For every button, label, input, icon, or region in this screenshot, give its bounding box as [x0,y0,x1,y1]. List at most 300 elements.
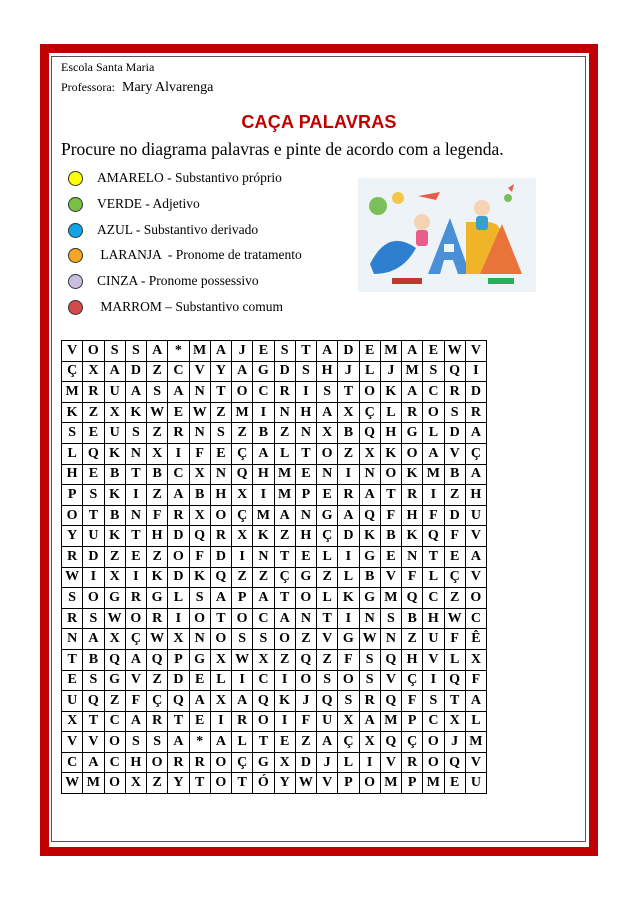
grid-cell[interactable]: Z [104,691,125,712]
grid-cell[interactable]: W [147,629,168,650]
grid-cell[interactable]: N [253,546,274,567]
grid-cell[interactable]: R [147,608,168,629]
grid-cell[interactable]: S [317,670,338,691]
grid-cell[interactable]: A [317,402,338,423]
grid-cell[interactable]: K [104,485,125,506]
grid-cell[interactable]: X [189,464,210,485]
grid-cell[interactable]: I [83,567,104,588]
grid-cell[interactable]: I [125,567,146,588]
grid-cell[interactable]: S [380,608,401,629]
grid-cell[interactable]: P [232,588,253,609]
grid-cell[interactable]: A [465,546,486,567]
grid-cell[interactable]: X [168,629,189,650]
grid-cell[interactable]: H [402,505,423,526]
grid-cell[interactable]: H [380,423,401,444]
grid-cell[interactable]: Ç [465,443,486,464]
grid-cell[interactable]: X [274,752,295,773]
grid-cell[interactable]: Q [359,505,380,526]
grid-cell[interactable]: N [62,629,83,650]
grid-cell[interactable]: T [317,608,338,629]
grid-cell[interactable]: R [402,402,423,423]
grid-cell[interactable]: O [125,608,146,629]
grid-cell[interactable]: W [62,567,83,588]
grid-cell[interactable]: L [423,423,444,444]
grid-cell[interactable]: K [104,443,125,464]
grid-cell[interactable]: V [380,567,401,588]
grid-cell[interactable]: Z [402,629,423,650]
grid-cell[interactable]: X [359,732,380,753]
grid-cell[interactable]: T [253,732,274,753]
grid-cell[interactable]: H [210,485,231,506]
grid-cell[interactable]: K [253,526,274,547]
grid-cell[interactable]: K [338,588,359,609]
grid-cell[interactable]: K [125,402,146,423]
grid-cell[interactable]: S [295,361,316,382]
grid-cell[interactable]: S [83,485,104,506]
grid-cell[interactable]: M [380,773,401,794]
grid-cell[interactable]: U [104,423,125,444]
grid-cell[interactable]: V [465,526,486,547]
grid-cell[interactable]: W [295,773,316,794]
grid-cell[interactable]: J [232,341,253,362]
grid-cell[interactable]: Q [423,526,444,547]
grid-cell[interactable]: X [62,711,83,732]
grid-cell[interactable]: G [402,423,423,444]
grid-cell[interactable]: R [189,752,210,773]
grid-cell[interactable]: Ç [359,402,380,423]
grid-cell[interactable]: Z [444,588,465,609]
grid-cell[interactable]: F [444,526,465,547]
grid-cell[interactable]: F [423,505,444,526]
grid-cell[interactable]: K [274,691,295,712]
grid-cell[interactable]: Ê [465,629,486,650]
grid-cell[interactable]: O [359,382,380,403]
grid-cell[interactable]: V [465,567,486,588]
grid-cell[interactable]: A [232,361,253,382]
grid-cell[interactable]: Ç [402,732,423,753]
grid-cell[interactable]: Q [253,691,274,712]
grid-cell[interactable]: U [423,629,444,650]
grid-cell[interactable]: A [253,443,274,464]
grid-cell[interactable]: D [465,382,486,403]
grid-cell[interactable]: A [359,485,380,506]
grid-cell[interactable]: P [338,773,359,794]
grid-cell[interactable]: Z [147,546,168,567]
grid-cell[interactable]: U [317,711,338,732]
grid-cell[interactable]: Z [274,423,295,444]
grid-cell[interactable]: K [402,464,423,485]
grid-cell[interactable]: Ç [232,443,253,464]
grid-cell[interactable]: O [83,341,104,362]
grid-cell[interactable]: O [295,588,316,609]
grid-cell[interactable]: Ó [253,773,274,794]
grid-cell[interactable]: U [104,382,125,403]
grid-cell[interactable]: D [444,505,465,526]
grid-cell[interactable]: I [232,546,253,567]
grid-cell[interactable]: R [274,382,295,403]
grid-cell[interactable]: N [210,464,231,485]
grid-cell[interactable]: Q [232,464,253,485]
grid-cell[interactable]: R [402,752,423,773]
grid-cell[interactable]: D [338,526,359,547]
grid-cell[interactable]: V [423,649,444,670]
grid-cell[interactable]: S [210,423,231,444]
grid-cell[interactable]: A [465,423,486,444]
grid-cell[interactable]: A [210,588,231,609]
grid-cell[interactable]: S [338,691,359,712]
grid-cell[interactable]: E [125,546,146,567]
grid-cell[interactable]: G [338,629,359,650]
grid-cell[interactable]: B [253,423,274,444]
grid-cell[interactable]: M [380,588,401,609]
grid-cell[interactable]: I [168,443,189,464]
grid-cell[interactable]: Q [402,588,423,609]
grid-cell[interactable]: I [465,361,486,382]
grid-cell[interactable]: Z [147,423,168,444]
grid-cell[interactable]: G [104,588,125,609]
grid-cell[interactable]: R [168,505,189,526]
grid-cell[interactable]: V [83,732,104,753]
grid-cell[interactable]: S [147,382,168,403]
grid-cell[interactable]: E [295,546,316,567]
grid-cell[interactable]: G [295,567,316,588]
grid-cell[interactable]: X [104,629,125,650]
grid-cell[interactable]: Y [274,773,295,794]
grid-cell[interactable]: I [253,485,274,506]
grid-cell[interactable]: D [210,546,231,567]
grid-cell[interactable]: M [274,485,295,506]
grid-cell[interactable]: W [104,608,125,629]
grid-cell[interactable]: B [147,464,168,485]
grid-cell[interactable]: S [104,341,125,362]
grid-cell[interactable]: G [189,649,210,670]
grid-cell[interactable]: A [168,382,189,403]
grid-cell[interactable]: U [62,691,83,712]
grid-cell[interactable]: S [253,629,274,650]
grid-cell[interactable]: Q [83,443,104,464]
grid-cell[interactable]: M [232,402,253,423]
grid-cell[interactable]: A [125,711,146,732]
grid-cell[interactable]: D [125,361,146,382]
grid-cell[interactable]: Ç [147,691,168,712]
grid-cell[interactable]: J [317,752,338,773]
grid-cell[interactable]: Q [380,649,401,670]
grid-cell[interactable]: A [402,382,423,403]
grid-cell[interactable]: C [465,608,486,629]
grid-cell[interactable]: Q [295,649,316,670]
grid-cell[interactable]: A [104,361,125,382]
grid-cell[interactable]: Q [189,526,210,547]
grid-cell[interactable]: K [402,526,423,547]
grid-cell[interactable]: X [210,649,231,670]
grid-cell[interactable]: X [104,402,125,423]
grid-cell[interactable]: E [295,464,316,485]
grid-cell[interactable]: Q [147,649,168,670]
grid-cell[interactable]: A [125,649,146,670]
grid-cell[interactable]: C [423,588,444,609]
grid-cell[interactable]: O [104,732,125,753]
grid-cell[interactable]: S [359,649,380,670]
grid-cell[interactable]: S [444,402,465,423]
grid-cell[interactable]: O [104,773,125,794]
grid-cell[interactable]: V [62,341,83,362]
grid-cell[interactable]: O [168,546,189,567]
grid-cell[interactable]: Q [104,649,125,670]
grid-cell[interactable]: T [338,382,359,403]
grid-cell[interactable]: C [253,670,274,691]
grid-cell[interactable]: Ç [444,567,465,588]
grid-cell[interactable]: J [295,691,316,712]
grid-cell[interactable]: C [62,752,83,773]
grid-cell[interactable]: E [83,464,104,485]
grid-cell[interactable]: Z [232,567,253,588]
grid-cell[interactable]: F [125,691,146,712]
grid-cell[interactable]: M [465,732,486,753]
grid-cell[interactable]: I [295,382,316,403]
grid-cell[interactable]: M [253,505,274,526]
grid-cell[interactable]: E [189,711,210,732]
grid-cell[interactable]: X [232,526,253,547]
grid-cell[interactable]: H [423,608,444,629]
grid-cell[interactable]: Z [274,526,295,547]
grid-cell[interactable]: E [189,670,210,691]
grid-cell[interactable]: O [402,443,423,464]
grid-cell[interactable]: A [465,691,486,712]
grid-cell[interactable]: G [147,588,168,609]
grid-cell[interactable]: N [317,464,338,485]
grid-cell[interactable]: X [253,649,274,670]
grid-cell[interactable]: N [295,608,316,629]
grid-cell[interactable]: V [465,341,486,362]
grid-cell[interactable]: A [359,711,380,732]
grid-cell[interactable]: Q [380,691,401,712]
grid-cell[interactable]: P [62,485,83,506]
grid-cell[interactable]: I [232,670,253,691]
grid-cell[interactable]: O [274,629,295,650]
grid-cell[interactable]: S [317,382,338,403]
grid-cell[interactable]: B [83,649,104,670]
grid-cell[interactable]: Ç [402,670,423,691]
grid-cell[interactable]: Y [210,361,231,382]
grid-cell[interactable]: F [189,443,210,464]
grid-cell[interactable]: R [62,546,83,567]
grid-cell[interactable]: I [210,711,231,732]
grid-cell[interactable]: M [380,711,401,732]
grid-cell[interactable]: A [147,341,168,362]
grid-cell[interactable]: G [253,361,274,382]
grid-cell[interactable]: Q [444,361,465,382]
grid-cell[interactable]: W [62,773,83,794]
grid-cell[interactable]: T [274,588,295,609]
grid-cell[interactable]: X [317,423,338,444]
grid-cell[interactable]: O [210,773,231,794]
grid-cell[interactable]: R [444,382,465,403]
grid-cell[interactable]: U [465,773,486,794]
grid-cell[interactable]: Z [147,361,168,382]
grid-cell[interactable]: W [232,649,253,670]
grid-cell[interactable]: O [62,505,83,526]
grid-cell[interactable]: Q [444,670,465,691]
grid-cell[interactable]: C [423,711,444,732]
grid-cell[interactable]: N [295,505,316,526]
grid-cell[interactable]: B [380,526,401,547]
grid-cell[interactable]: P [402,773,423,794]
grid-cell[interactable]: K [62,402,83,423]
grid-cell[interactable]: I [253,402,274,423]
grid-cell[interactable]: E [253,341,274,362]
grid-cell[interactable]: K [189,567,210,588]
grid-cell[interactable]: A [338,505,359,526]
grid-cell[interactable]: G [359,588,380,609]
grid-cell[interactable]: O [359,773,380,794]
grid-cell[interactable]: H [125,752,146,773]
grid-cell[interactable]: F [402,567,423,588]
grid-cell[interactable]: H [62,464,83,485]
grid-cell[interactable]: A [274,505,295,526]
grid-cell[interactable]: O [189,608,210,629]
grid-cell[interactable]: T [62,649,83,670]
grid-cell[interactable]: F [380,505,401,526]
grid-cell[interactable]: E [444,546,465,567]
grid-cell[interactable]: X [83,361,104,382]
grid-cell[interactable]: S [274,341,295,362]
grid-cell[interactable]: L [210,670,231,691]
grid-cell[interactable]: R [465,402,486,423]
grid-cell[interactable]: J [380,361,401,382]
grid-cell[interactable]: E [359,341,380,362]
grid-cell[interactable]: A [83,629,104,650]
grid-cell[interactable]: Z [444,485,465,506]
grid-cell[interactable]: H [253,464,274,485]
grid-cell[interactable]: X [359,443,380,464]
grid-cell[interactable]: G [317,505,338,526]
grid-cell[interactable]: I [423,670,444,691]
grid-cell[interactable]: X [338,402,359,423]
grid-cell[interactable]: O [253,711,274,732]
grid-cell[interactable]: V [125,670,146,691]
grid-cell[interactable]: P [295,485,316,506]
grid-cell[interactable]: O [232,608,253,629]
grid-cell[interactable]: K [147,567,168,588]
grid-cell[interactable]: N [380,629,401,650]
grid-cell[interactable]: A [253,588,274,609]
grid-cell[interactable]: S [147,732,168,753]
grid-cell[interactable]: O [210,505,231,526]
grid-cell[interactable]: N [359,464,380,485]
grid-cell[interactable]: G [359,546,380,567]
grid-cell[interactable]: C [168,361,189,382]
grid-cell[interactable]: * [168,341,189,362]
grid-cell[interactable]: I [423,485,444,506]
grid-cell[interactable]: M [189,341,210,362]
grid-cell[interactable]: A [402,341,423,362]
grid-cell[interactable]: H [465,485,486,506]
grid-cell[interactable]: O [423,752,444,773]
grid-cell[interactable]: P [168,649,189,670]
grid-cell[interactable]: Q [380,732,401,753]
grid-cell[interactable]: A [210,732,231,753]
grid-cell[interactable]: S [83,670,104,691]
grid-cell[interactable]: Z [253,567,274,588]
grid-cell[interactable]: F [444,629,465,650]
grid-cell[interactable]: K [104,526,125,547]
grid-cell[interactable]: E [83,423,104,444]
grid-cell[interactable]: M [380,341,401,362]
grid-cell[interactable]: V [189,361,210,382]
grid-cell[interactable]: A [168,485,189,506]
grid-cell[interactable]: L [444,649,465,670]
grid-cell[interactable]: C [253,382,274,403]
grid-cell[interactable]: B [189,485,210,506]
grid-cell[interactable]: Z [274,649,295,670]
grid-cell[interactable]: J [444,732,465,753]
grid-cell[interactable]: T [380,485,401,506]
grid-cell[interactable]: S [125,423,146,444]
grid-cell[interactable]: L [338,752,359,773]
grid-cell[interactable]: O [423,402,444,423]
grid-cell[interactable]: R [359,691,380,712]
grid-cell[interactable]: O [380,464,401,485]
grid-cell[interactable]: N [189,382,210,403]
grid-cell[interactable]: A [125,382,146,403]
grid-cell[interactable]: Z [232,423,253,444]
grid-cell[interactable]: Z [147,485,168,506]
grid-cell[interactable]: L [232,732,253,753]
grid-cell[interactable]: T [210,608,231,629]
grid-cell[interactable]: Q [444,752,465,773]
grid-cell[interactable]: Ç [274,567,295,588]
grid-cell[interactable]: A [423,443,444,464]
grid-cell[interactable]: M [402,361,423,382]
grid-cell[interactable]: F [402,691,423,712]
grid-cell[interactable]: H [402,649,423,670]
grid-cell[interactable]: O [423,732,444,753]
grid-cell[interactable]: B [104,464,125,485]
grid-cell[interactable]: V [317,629,338,650]
grid-cell[interactable]: N [189,423,210,444]
grid-cell[interactable]: K [380,443,401,464]
grid-cell[interactable]: W [444,341,465,362]
grid-cell[interactable]: T [189,773,210,794]
grid-cell[interactable]: N [274,402,295,423]
grid-cell[interactable]: H [147,526,168,547]
grid-cell[interactable]: Ç [62,361,83,382]
grid-cell[interactable]: Q [83,691,104,712]
grid-cell[interactable]: L [338,567,359,588]
grid-cell[interactable]: A [83,752,104,773]
grid-cell[interactable]: T [83,505,104,526]
grid-cell[interactable]: I [359,752,380,773]
grid-cell[interactable]: T [274,546,295,567]
grid-cell[interactable]: * [189,732,210,753]
grid-cell[interactable]: L [380,402,401,423]
grid-cell[interactable]: Q [317,691,338,712]
grid-cell[interactable]: T [423,546,444,567]
grid-cell[interactable]: U [83,526,104,547]
grid-cell[interactable]: O [210,629,231,650]
grid-cell[interactable]: R [402,485,423,506]
grid-cell[interactable]: O [338,670,359,691]
grid-cell[interactable]: L [465,711,486,732]
grid-cell[interactable]: F [295,711,316,732]
grid-cell[interactable]: B [338,423,359,444]
grid-cell[interactable]: F [147,505,168,526]
grid-cell[interactable]: T [295,341,316,362]
grid-cell[interactable]: O [147,752,168,773]
grid-cell[interactable]: S [423,361,444,382]
grid-cell[interactable]: Z [338,443,359,464]
grid-cell[interactable]: Ç [125,629,146,650]
